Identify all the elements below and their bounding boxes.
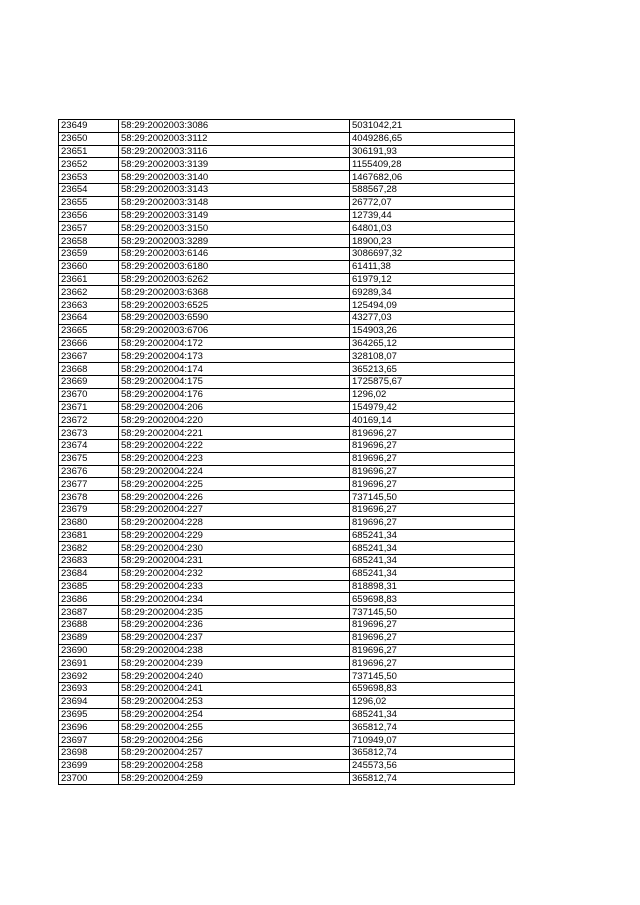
table-row	[59, 350, 515, 363]
cadastral-number-cell: 58:29:2002004:238	[119, 644, 350, 657]
table-row	[59, 196, 515, 209]
row-number-cell: 23667	[59, 350, 119, 363]
value-cell: 818898,31	[350, 580, 515, 593]
cadastral-number-cell: 58:29:2002004:221	[119, 427, 350, 440]
row-number-cell: 23669	[59, 375, 119, 388]
value-cell: 819696,27	[350, 439, 515, 452]
table-row	[59, 516, 515, 529]
table-row	[59, 567, 515, 580]
row-number-cell: 23664	[59, 311, 119, 324]
table-row	[59, 401, 515, 414]
cadastral-number-cell: 58:29:2002004:236	[119, 619, 350, 632]
row-number-cell: 23677	[59, 478, 119, 491]
table-row	[59, 337, 515, 350]
data-table	[58, 119, 515, 785]
row-number-cell: 23672	[59, 414, 119, 427]
row-number-cell: 23674	[59, 439, 119, 452]
row-number-cell: 23650	[59, 132, 119, 145]
table-row	[59, 772, 515, 785]
cadastral-number-cell: 58:29:2002004:223	[119, 452, 350, 465]
table-row	[59, 299, 515, 312]
cadastral-number-cell: 58:29:2002003:3140	[119, 171, 350, 184]
cadastral-number-cell: 58:29:2002004:173	[119, 350, 350, 363]
row-number-cell: 23683	[59, 555, 119, 568]
cadastral-number-cell: 58:29:2002004:229	[119, 529, 350, 542]
table-row	[59, 695, 515, 708]
value-cell: 69289,34	[350, 286, 515, 299]
table-row	[59, 439, 515, 452]
table-row	[59, 657, 515, 670]
table-row	[59, 260, 515, 273]
row-number-cell: 23655	[59, 196, 119, 209]
table-row	[59, 491, 515, 504]
cadastral-number-cell: 58:29:2002004:255	[119, 721, 350, 734]
value-cell: 819696,27	[350, 503, 515, 516]
row-number-cell: 23696	[59, 721, 119, 734]
cadastral-number-cell: 58:29:2002004:235	[119, 606, 350, 619]
cadastral-number-cell: 58:29:2002004:253	[119, 695, 350, 708]
row-number-cell: 23659	[59, 247, 119, 260]
row-number-cell: 23688	[59, 619, 119, 632]
value-cell: 819696,27	[350, 427, 515, 440]
row-number-cell: 23671	[59, 401, 119, 414]
table-row	[59, 721, 515, 734]
row-number-cell: 23666	[59, 337, 119, 350]
table-row	[59, 529, 515, 542]
cadastral-number-cell: 58:29:2002003:3150	[119, 222, 350, 235]
table-row	[59, 555, 515, 568]
cadastral-number-cell: 58:29:2002003:3143	[119, 183, 350, 196]
row-number-cell: 23699	[59, 759, 119, 772]
value-cell: 737145,50	[350, 670, 515, 683]
row-number-cell: 23680	[59, 516, 119, 529]
table-row	[59, 644, 515, 657]
cadastral-number-cell: 58:29:2002003:3086	[119, 120, 350, 133]
row-number-cell: 23695	[59, 708, 119, 721]
cadastral-number-cell: 58:29:2002004:226	[119, 491, 350, 504]
cadastral-number-cell: 58:29:2002004:257	[119, 747, 350, 760]
table-row	[59, 273, 515, 286]
cadastral-number-cell: 58:29:2002003:3289	[119, 235, 350, 248]
value-cell: 12739,44	[350, 209, 515, 222]
table-row	[59, 158, 515, 171]
value-cell: 819696,27	[350, 516, 515, 529]
row-number-cell: 23692	[59, 670, 119, 683]
row-number-cell: 23665	[59, 324, 119, 337]
table-row	[59, 670, 515, 683]
cadastral-number-cell: 58:29:2002004:234	[119, 593, 350, 606]
cadastral-number-cell: 58:29:2002003:6590	[119, 311, 350, 324]
value-cell: 365812,74	[350, 772, 515, 785]
value-cell: 64801,03	[350, 222, 515, 235]
cadastral-number-cell: 58:29:2002003:6525	[119, 299, 350, 312]
cadastral-number-cell: 58:29:2002004:206	[119, 401, 350, 414]
row-number-cell: 23686	[59, 593, 119, 606]
value-cell: 685241,34	[350, 567, 515, 580]
cadastral-number-cell: 58:29:2002004:239	[119, 657, 350, 670]
table-row	[59, 120, 515, 133]
value-cell: 659698,83	[350, 593, 515, 606]
value-cell: 819696,27	[350, 452, 515, 465]
table-row	[59, 631, 515, 644]
value-cell: 154979,42	[350, 401, 515, 414]
row-number-cell: 23694	[59, 695, 119, 708]
cadastral-number-cell: 58:29:2002004:176	[119, 388, 350, 401]
cadastral-number-cell: 58:29:2002004:256	[119, 734, 350, 747]
value-cell: 364265,12	[350, 337, 515, 350]
value-cell: 26772,07	[350, 196, 515, 209]
row-number-cell: 23670	[59, 388, 119, 401]
table-row	[59, 311, 515, 324]
value-cell: 365812,74	[350, 721, 515, 734]
value-cell: 306191,93	[350, 145, 515, 158]
cadastral-number-cell: 58:29:2002003:3139	[119, 158, 350, 171]
row-number-cell: 23663	[59, 299, 119, 312]
table-row	[59, 324, 515, 337]
table-row	[59, 363, 515, 376]
cadastral-number-cell: 58:29:2002004:231	[119, 555, 350, 568]
value-cell: 1467682,06	[350, 171, 515, 184]
value-cell: 3086697,32	[350, 247, 515, 260]
cadastral-number-cell: 58:29:2002003:6706	[119, 324, 350, 337]
table-row	[59, 580, 515, 593]
table-row	[59, 759, 515, 772]
cadastral-number-cell: 58:29:2002004:240	[119, 670, 350, 683]
table-row	[59, 375, 515, 388]
value-cell: 819696,27	[350, 644, 515, 657]
row-number-cell: 23653	[59, 171, 119, 184]
value-cell: 819696,27	[350, 619, 515, 632]
table-row	[59, 478, 515, 491]
value-cell: 685241,34	[350, 708, 515, 721]
row-number-cell: 23685	[59, 580, 119, 593]
table-row	[59, 747, 515, 760]
row-number-cell: 23673	[59, 427, 119, 440]
table-row	[59, 145, 515, 158]
row-number-cell: 23693	[59, 683, 119, 696]
value-cell: 685241,34	[350, 529, 515, 542]
table-row	[59, 247, 515, 260]
value-cell: 365213,65	[350, 363, 515, 376]
value-cell: 819696,27	[350, 631, 515, 644]
value-cell: 737145,50	[350, 491, 515, 504]
row-number-cell: 23682	[59, 542, 119, 555]
row-number-cell: 23651	[59, 145, 119, 158]
table-body	[59, 120, 515, 785]
cadastral-number-cell: 58:29:2002004:174	[119, 363, 350, 376]
value-cell: 685241,34	[350, 555, 515, 568]
value-cell: 61411,38	[350, 260, 515, 273]
row-number-cell: 23679	[59, 503, 119, 516]
cadastral-number-cell: 58:29:2002004:233	[119, 580, 350, 593]
row-number-cell: 23687	[59, 606, 119, 619]
row-number-cell: 23697	[59, 734, 119, 747]
value-cell: 5031042,21	[350, 120, 515, 133]
cadastral-number-cell: 58:29:2002003:6180	[119, 260, 350, 273]
cadastral-number-cell: 58:29:2002003:6146	[119, 247, 350, 260]
cadastral-number-cell: 58:29:2002004:220	[119, 414, 350, 427]
table-row	[59, 388, 515, 401]
row-number-cell: 23700	[59, 772, 119, 785]
value-cell: 1155409,28	[350, 158, 515, 171]
value-cell: 659698,83	[350, 683, 515, 696]
row-number-cell: 23652	[59, 158, 119, 171]
table-row	[59, 132, 515, 145]
table-row	[59, 222, 515, 235]
cadastral-number-cell: 58:29:2002004:259	[119, 772, 350, 785]
value-cell: 819696,27	[350, 657, 515, 670]
cadastral-number-cell: 58:29:2002004:172	[119, 337, 350, 350]
row-number-cell: 23660	[59, 260, 119, 273]
cadastral-number-cell: 58:29:2002004:224	[119, 465, 350, 478]
table-row	[59, 734, 515, 747]
table-row	[59, 593, 515, 606]
table-row	[59, 209, 515, 222]
cadastral-number-cell: 58:29:2002004:227	[119, 503, 350, 516]
table-row	[59, 183, 515, 196]
row-number-cell: 23656	[59, 209, 119, 222]
value-cell: 365812,74	[350, 747, 515, 760]
row-number-cell: 23681	[59, 529, 119, 542]
table-row	[59, 542, 515, 555]
value-cell: 819696,27	[350, 465, 515, 478]
table-row	[59, 465, 515, 478]
cadastral-number-cell: 58:29:2002003:3116	[119, 145, 350, 158]
cadastral-number-cell: 58:29:2002004:232	[119, 567, 350, 580]
value-cell: 1725875,67	[350, 375, 515, 388]
table-row	[59, 683, 515, 696]
row-number-cell: 23649	[59, 120, 119, 133]
cadastral-number-cell: 58:29:2002004:228	[119, 516, 350, 529]
value-cell: 1296,02	[350, 695, 515, 708]
table-row	[59, 171, 515, 184]
table-row	[59, 708, 515, 721]
cadastral-number-cell: 58:29:2002004:237	[119, 631, 350, 644]
table-row	[59, 286, 515, 299]
value-cell: 61979,12	[350, 273, 515, 286]
value-cell: 40169,14	[350, 414, 515, 427]
cadastral-number-cell: 58:29:2002003:3148	[119, 196, 350, 209]
value-cell: 710949,07	[350, 734, 515, 747]
table-row	[59, 427, 515, 440]
cadastral-number-cell: 58:29:2002004:254	[119, 708, 350, 721]
value-cell: 4049286,65	[350, 132, 515, 145]
row-number-cell: 23690	[59, 644, 119, 657]
value-cell: 1296,02	[350, 388, 515, 401]
value-cell: 245573,56	[350, 759, 515, 772]
cadastral-number-cell: 58:29:2002004:225	[119, 478, 350, 491]
value-cell: 819696,27	[350, 478, 515, 491]
row-number-cell: 23676	[59, 465, 119, 478]
cadastral-number-cell: 58:29:2002004:175	[119, 375, 350, 388]
table-row	[59, 414, 515, 427]
value-cell: 154903,26	[350, 324, 515, 337]
row-number-cell: 23657	[59, 222, 119, 235]
value-cell: 737145,50	[350, 606, 515, 619]
cadastral-number-cell: 58:29:2002004:230	[119, 542, 350, 555]
row-number-cell: 23678	[59, 491, 119, 504]
row-number-cell: 23691	[59, 657, 119, 670]
cadastral-number-cell: 58:29:2002003:6262	[119, 273, 350, 286]
row-number-cell: 23698	[59, 747, 119, 760]
value-cell: 685241,34	[350, 542, 515, 555]
cadastral-number-cell: 58:29:2002003:3112	[119, 132, 350, 145]
value-cell: 125494,09	[350, 299, 515, 312]
cadastral-number-cell: 58:29:2002003:6368	[119, 286, 350, 299]
value-cell: 43277,03	[350, 311, 515, 324]
value-cell: 328108,07	[350, 350, 515, 363]
row-number-cell: 23668	[59, 363, 119, 376]
value-cell: 588567,28	[350, 183, 515, 196]
table-row	[59, 452, 515, 465]
cadastral-number-cell: 58:29:2002004:241	[119, 683, 350, 696]
cadastral-number-cell: 58:29:2002004:222	[119, 439, 350, 452]
row-number-cell: 23658	[59, 235, 119, 248]
table-row	[59, 619, 515, 632]
table-row	[59, 235, 515, 248]
row-number-cell: 23654	[59, 183, 119, 196]
row-number-cell: 23689	[59, 631, 119, 644]
table-row	[59, 503, 515, 516]
cadastral-number-cell: 58:29:2002004:258	[119, 759, 350, 772]
cadastral-number-cell: 58:29:2002003:3149	[119, 209, 350, 222]
row-number-cell: 23661	[59, 273, 119, 286]
value-cell: 18900,23	[350, 235, 515, 248]
row-number-cell: 23662	[59, 286, 119, 299]
table-row	[59, 606, 515, 619]
row-number-cell: 23675	[59, 452, 119, 465]
row-number-cell: 23684	[59, 567, 119, 580]
